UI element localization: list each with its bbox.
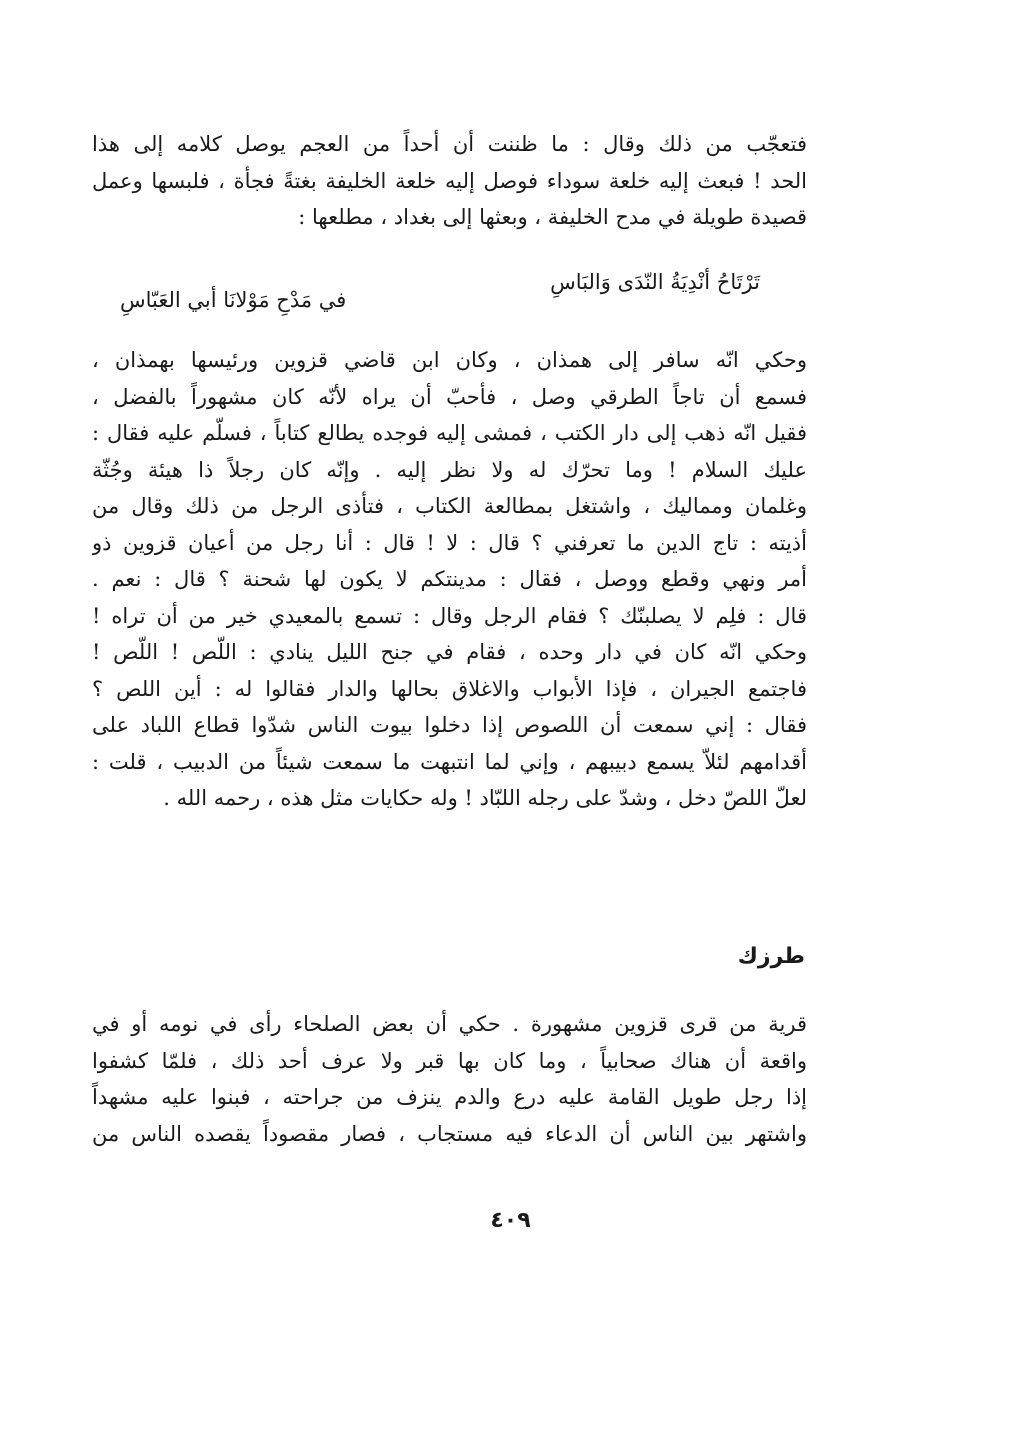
section-heading: طرزك [737,944,805,969]
text-line: وغلمان ومماليك ، واشتغل بمطالعة الكتاب ، فتأذى الرجل من ذلك وقال من [92,494,807,518]
text-line: وحكي انّه سافر إلى همذان ، وكان ابن قاضي قزوين ورئيسها بهمذان ، [92,348,807,372]
text-line: قصيدة طويلة في مدح الخليفة ، وبعثها إلى بغداد ، مطلعها : [298,205,807,229]
text-line: فاجتمع الجيران ، فإذا الأبواب والاغلاق بحالها والدار فقالوا له : أين اللص ؟ [92,676,807,701]
text-line: فقيل انّه ذهب إلى دار الكتب ، فمشى إليه فوجده يطالع كتاباً ، فسلّم عليه فقال : [92,421,807,445]
text-line: واقعة أن هناك صحابياً ، وما كان بها قبر ولا عرف أحد ذلك ، فلمّا كشفوا [92,1048,807,1073]
text-line: أذيته : تاج الدين ما تعرفني ؟ قال : لا ! قال : أنا رجل من أعيان قزوين ذو [92,530,807,555]
text-line: واشتهر بين الناس أن الدعاء فيه مستجاب ، فصار مقصوداً يقصده الناس من [92,1121,807,1146]
text-line: قال : فلِم لا يصلبنّك ؟ فقام الرجل وقال : تسمع بالمعيدي خير من أن تراه ! [92,603,807,628]
text-line: قرية من قرى قزوين مشهورة . حكي أن بعض الصلحاء رأى في نومه أو في [92,1012,807,1036]
text-line: فسمع أن تاجاً الطرقي وصل ، فأحبّ أن يراه لأنّه كان مشهوراً بالفضل ، [92,384,807,409]
page-number: ٤٠٩ [490,1208,531,1233]
text-line: فتعجّب من ذلك وقال : ما ظننت أن أحداً من العجم يوصل كلامه إلى هذا [92,132,807,156]
paragraph-2 [92,342,807,817]
text-line: وحكي انّه كان في دار وحده ، فقام في جنح الليل ينادي : اللّص ! اللّص ! [92,640,807,664]
text-line: فقال : إني سمعت أن اللصوص إذا دخلوا بيوت الناس شدّوا قطاع اللباد على [92,713,807,737]
text-line: الحد ! فبعث إليه خلعة سوداء فوصل إليه خلعة الخليفة بغتةً فجأة ، فلبسها وعمل [92,168,807,193]
paragraph-3 [92,1006,807,1152]
paragraph-1 [92,126,807,236]
text-line: أقدامهم لئلاّ يسمع دبيبهم ، وإني لما انتبهت ما سمعت شيئاً من الدبيب ، قلت : [92,749,807,774]
poem-verse [120,270,760,310]
verse-second-hemistich: في مَدْحِ مَوْلانَا أبي العَبّاسِ [120,288,347,312]
text-line: لعلّ اللصّ دخل ، وشدّ على رجله اللبّاد ! وله حكايات مثل هذه ، رحمه الله . [163,786,807,810]
verse-first-hemistich: تَرْتَاحُ أنْدِيَةُ النّدَى وَالبَاسِ [550,270,760,294]
text-line: أمر ونهي وقطع ووصل ، فقال : مدينتكم لا يكون لها شحنة ؟ قال : نعم . [92,567,807,591]
text-line: عليك السلام ! وما تحرّك له ولا نظر إليه . وإنّه كان رجلاً ذا هيئة وجُثّة [92,457,807,482]
text-line: إذا رجل طويل القامة عليه درع والدم ينزف من جراحته ، فبنوا عليه مشهداً [92,1085,807,1109]
